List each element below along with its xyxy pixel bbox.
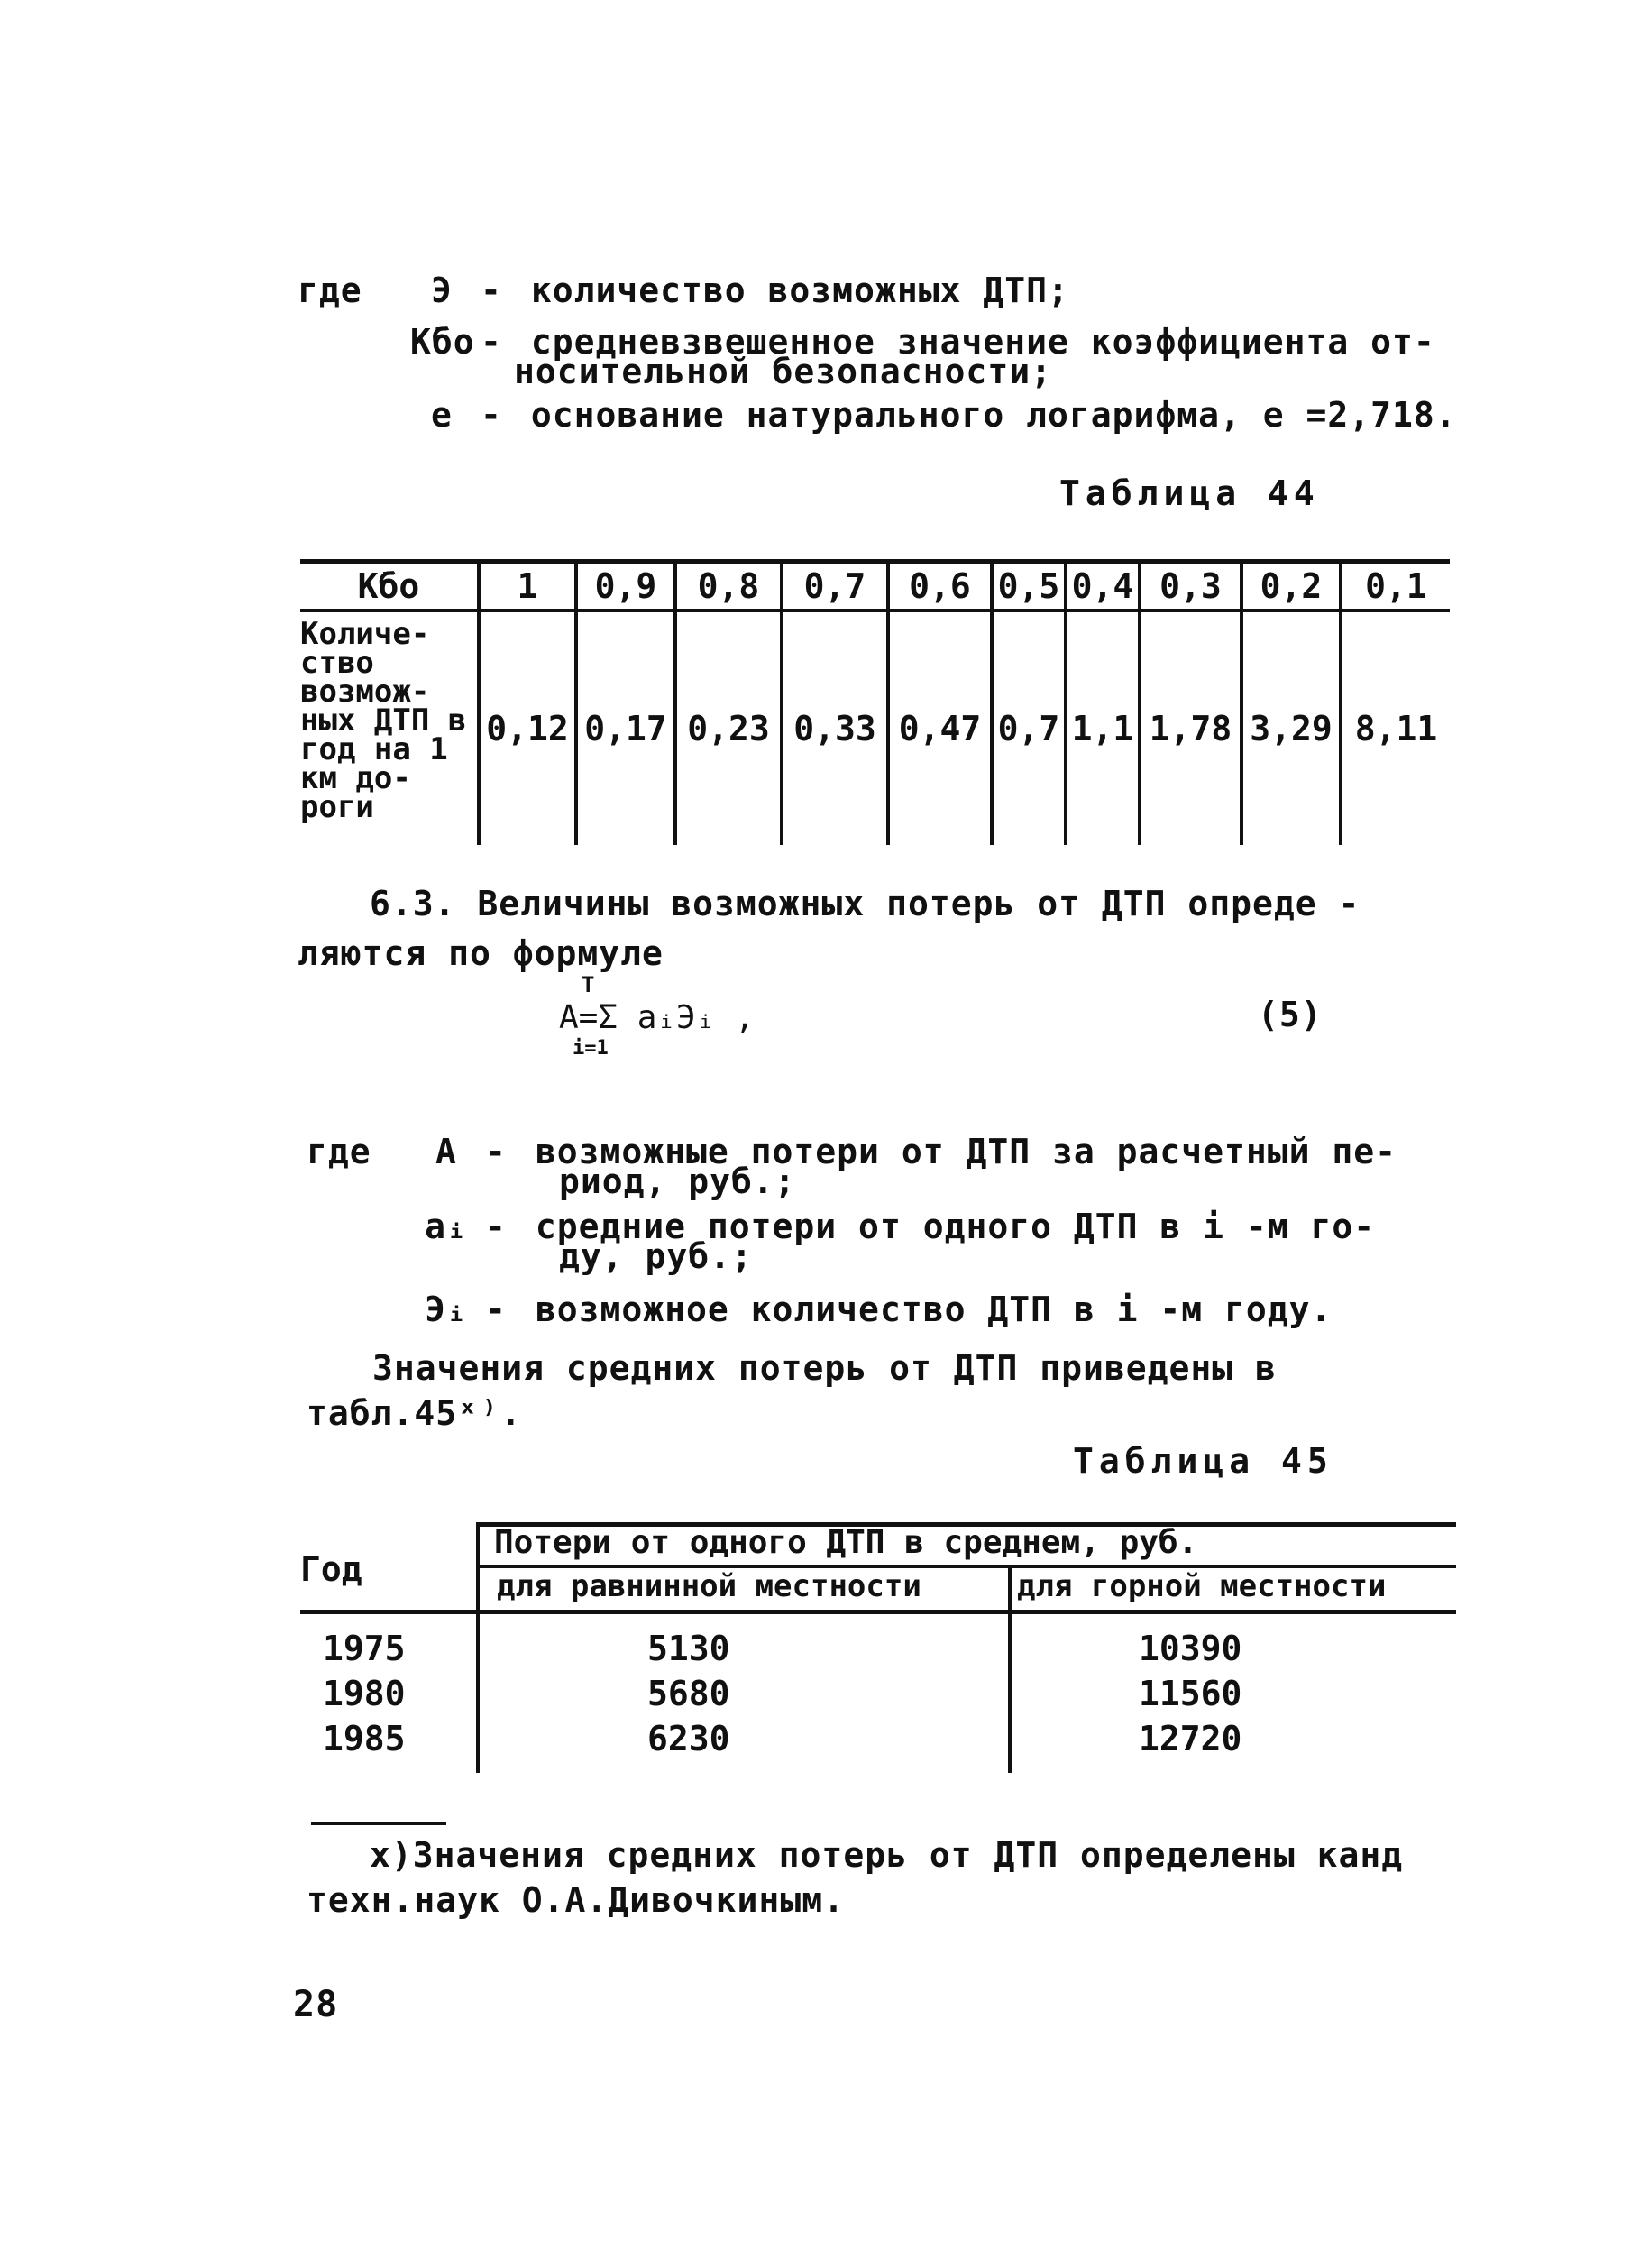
value-cell: 1,1 — [1066, 611, 1140, 845]
subheader-plain: для равнинной местности — [497, 1568, 921, 1604]
formula-number: (5) — [1258, 995, 1323, 1034]
mountain-cell: 12720 — [1139, 1719, 1242, 1758]
header-cell: 0,3 — [1140, 564, 1241, 611]
plain-cell: 5680 — [647, 1674, 730, 1713]
definition-e-base — [410, 395, 1457, 435]
mountain-cell: 10390 — [1139, 1629, 1242, 1668]
value-cell: 0,23 — [675, 611, 782, 845]
year-cell: 1980 — [323, 1674, 406, 1713]
def-text: возможные потери от ДТП за расчетный пе- — [535, 1132, 1397, 1171]
def-term: Э — [431, 271, 453, 310]
def-text: возможное количество ДТП в i -м году. — [535, 1290, 1333, 1329]
table44-caption: Таблица 44 — [1059, 473, 1320, 513]
def-term: Эᵢ — [425, 1290, 468, 1329]
def-text: количество возможных ДТП; — [530, 271, 1069, 310]
header-cell: 1 — [479, 564, 576, 611]
para-values-line1: Значения средних потерь от ДТП приведены в — [372, 1348, 1277, 1388]
def-dash: - — [481, 271, 502, 310]
table-vrule — [1008, 1566, 1012, 1773]
table45-caption: Таблица 45 — [1073, 1441, 1333, 1481]
value-cell: 0,33 — [782, 611, 888, 845]
def-dash: - — [485, 1207, 507, 1246]
header-cell: 0,1 — [1341, 564, 1450, 611]
subheader-mountain: для горной местности — [1017, 1568, 1387, 1604]
definition-kbo-cont: носительной безопасности; — [514, 352, 1052, 391]
plain-cell: 5130 — [647, 1629, 730, 1668]
definition-Ei — [415, 1290, 1332, 1329]
header-cell: 0,8 — [675, 564, 782, 611]
footnote-line1: х)Значения средних потерь от ДТП определены канд — [370, 1835, 1404, 1875]
header-cell: 0,6 — [888, 564, 992, 611]
year-cell: 1975 — [323, 1629, 406, 1668]
value-cell: 0,7 — [992, 611, 1066, 845]
table-vrule — [476, 1522, 480, 1773]
header-cell: 0,2 — [1241, 564, 1341, 611]
def-dash: - — [481, 322, 502, 362]
para-values-line2: табл.45ˣ⁾. — [307, 1393, 522, 1433]
def-text: средние потери от одного ДТП в i -м го- — [535, 1207, 1376, 1246]
value-cell: 3,29 — [1241, 611, 1341, 845]
value-cell: 0,12 — [479, 611, 576, 845]
definition-e-count — [410, 271, 1069, 310]
header-cell: 0,7 — [782, 564, 888, 611]
where-label-2: где — [307, 1132, 371, 1171]
group-header: Потери от одного ДТП в среднем, руб. — [494, 1524, 1198, 1561]
value-cell: 8,11 — [1341, 611, 1450, 845]
def-term: К̄бо — [410, 322, 475, 362]
footnote-line2: техн.наук О.А.Дивочкиным. — [307, 1880, 845, 1920]
definition-ai-cont: ду, руб.; — [559, 1236, 753, 1276]
table-44 — [300, 559, 1450, 845]
para-6-3-line2: ляются по формуле — [298, 933, 664, 973]
footnote-rule — [311, 1822, 446, 1825]
formula: А=Σ aᵢЭᵢ , — [559, 999, 755, 1036]
table-header-rule — [300, 1610, 1456, 1614]
value-cell: 1,78 — [1140, 611, 1241, 845]
def-term: е — [431, 395, 453, 435]
formula-sum-bottom: i=1 — [573, 1037, 609, 1060]
table44-header-row — [300, 564, 1450, 611]
table44-data-row — [300, 611, 1450, 845]
value-cell: 0,47 — [888, 611, 992, 845]
def-term: А — [435, 1132, 457, 1171]
def-text: основание натурального логарифма, е =2,718. — [530, 395, 1457, 435]
plain-cell: 6230 — [647, 1719, 730, 1758]
def-dash: - — [481, 395, 502, 435]
header-cell: 0,9 — [576, 564, 675, 611]
row-label: Количе- ство возмож- ных ДТП в год на 1 км до- роги — [300, 616, 467, 825]
col-year-header: Год — [300, 1549, 362, 1589]
def-dash: - — [485, 1132, 507, 1171]
year-cell: 1985 — [323, 1719, 406, 1758]
mountain-cell: 11560 — [1139, 1674, 1242, 1713]
header-cell: 0,5 — [992, 564, 1066, 611]
page-number: 28 — [293, 1984, 339, 2025]
value-cell: 0,17 — [576, 611, 675, 845]
para-6-3-line1: 6.3. Величины возможных потерь от ДТП опреде - — [370, 884, 1361, 923]
where-label-1: где — [298, 271, 362, 310]
header-cell: 0,4 — [1066, 564, 1140, 611]
def-term: aᵢ — [425, 1207, 468, 1246]
header-kbo: К̄бо — [300, 564, 479, 611]
formula-sum-top: Т — [582, 972, 595, 997]
def-text: средневзвешенное значение коэффициента от- — [530, 322, 1435, 362]
def-dash: - — [485, 1290, 507, 1329]
definition-A-cont: риод, руб.; — [559, 1162, 796, 1201]
